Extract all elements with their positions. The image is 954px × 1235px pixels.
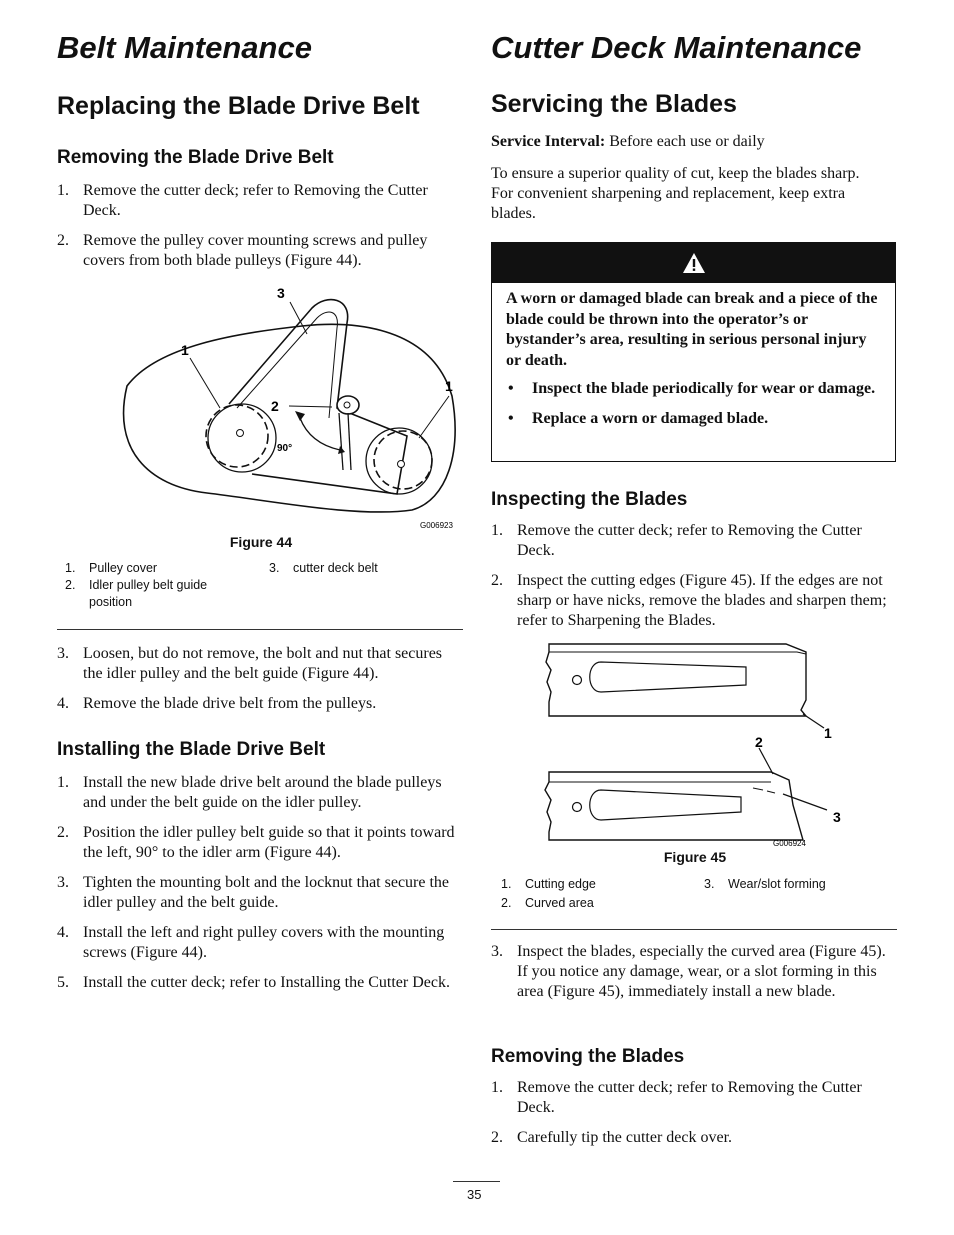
step-number: 2. xyxy=(491,572,503,589)
figure-45-legend xyxy=(501,876,897,916)
step-number: 4. xyxy=(57,924,69,941)
warning-box xyxy=(491,242,896,462)
step-text: Inspect the cutting edges (Figure 45). If the edges are not sharp or have nicks, remove the blades and sharpen them; refer to Sharpening the Blades. xyxy=(517,572,887,629)
figure-44-divider xyxy=(57,629,463,630)
list-item xyxy=(57,644,465,684)
step-number: 3. xyxy=(57,874,69,891)
list-item xyxy=(491,942,899,1002)
callout-3: 3 xyxy=(833,809,841,825)
warning-content xyxy=(492,283,895,446)
figure-45-blade-diagram xyxy=(541,640,851,852)
removing-belt-steps-a xyxy=(57,181,465,281)
heading-removing-belt: Removing the Blade Drive Belt xyxy=(57,147,334,168)
list-item xyxy=(57,694,465,714)
list-item xyxy=(57,773,465,813)
step-number: 2. xyxy=(491,1129,503,1146)
service-interval-value: Before each use or daily xyxy=(609,133,765,150)
warning-triangle-icon xyxy=(682,252,706,274)
inspecting-steps-b xyxy=(491,942,899,1012)
intro-paragraph: To ensure a superior quality of cut, keep the blades sharp. For convenient sharpening and replacement, keep extra blades. xyxy=(491,165,860,222)
legend-item: 1. Pulley cover xyxy=(65,561,158,575)
figure-code: G006924 xyxy=(773,839,806,848)
step-text: Install the new blade drive belt around the blade pulleys and under the belt guide on the idler pulley. xyxy=(83,774,442,811)
idler-pulley xyxy=(337,396,359,414)
chapter-title-belt-maintenance: Belt Maintenance xyxy=(57,30,312,65)
left-pulley-cover xyxy=(208,404,276,472)
step-text: Inspect the blades, especially the curved area (Figure 45). If you notice any damage, wear, or a slot forming in this area (Figure 45), immediately install a new blade. xyxy=(517,943,886,1000)
service-interval xyxy=(491,132,897,152)
section-title-servicing-blades: Servicing the Blades xyxy=(491,90,737,118)
callout-1-right-leader xyxy=(419,396,449,438)
figure-44-belt-diagram xyxy=(107,278,467,536)
step-text: Tighten the mounting bolt and the locknut that secure the idler pulley and the belt guide. xyxy=(83,874,450,911)
step-number: 3. xyxy=(491,943,503,960)
callout-3-leader xyxy=(290,302,307,334)
callout-2: 2 xyxy=(755,734,763,750)
callout-2: 2 xyxy=(271,398,279,414)
callout-1-right: 1 xyxy=(445,378,453,394)
callout-1-leader xyxy=(803,714,824,728)
installing-belt-steps xyxy=(57,773,465,1003)
deck-outline xyxy=(124,324,456,512)
list-item: • Replace a worn or damaged blade. xyxy=(508,409,769,427)
warning-text: A worn or damaged blade can break and a piece of the blade could be thrown into the operator’s or bystander’s area, resulting in serious personal injury or death. xyxy=(506,290,878,369)
heading-removing-blades: Removing the Blades xyxy=(491,1046,685,1067)
step-text: Remove the pulley cover mounting screws and pulley covers from both blade pulleys (Figure 44). xyxy=(83,232,428,269)
removing-belt-steps-b xyxy=(57,644,465,724)
page-number-rule xyxy=(453,1181,500,1182)
list-item xyxy=(491,1128,897,1148)
callout-1: 1 xyxy=(824,725,832,741)
list-item xyxy=(57,873,465,913)
page-number: 35 xyxy=(467,1187,482,1202)
angle-label: 90° xyxy=(277,443,293,454)
step-number: 1. xyxy=(57,774,69,791)
heading-inspecting-blades: Inspecting the Blades xyxy=(491,489,688,510)
step-number: 2. xyxy=(57,232,69,249)
top-blade xyxy=(546,644,806,716)
step-text: Remove the cutter deck; refer to Removing the Cutter Deck. xyxy=(517,1079,862,1116)
callout-2-leader xyxy=(759,748,773,774)
figure-44-caption: Figure 44 xyxy=(229,534,293,550)
figure-code: G006923 xyxy=(420,521,453,530)
step-number: 5. xyxy=(57,974,69,991)
step-text: Loosen, but do not remove, the bolt and nut that secures the idler pulley and the belt guide (Figure 44). xyxy=(83,645,443,682)
step-number: 1. xyxy=(491,1079,503,1096)
legend-item: 2. Idler pulley belt guide position xyxy=(65,578,208,609)
step-text: Carefully tip the cutter deck over. xyxy=(517,1129,733,1146)
legend-item: 3. cutter deck belt xyxy=(269,561,378,575)
callout-1-left-leader xyxy=(190,358,220,408)
list-item xyxy=(57,973,465,993)
warning-bullets xyxy=(506,379,883,429)
service-interval-label: Service Interval: xyxy=(491,133,606,150)
warning-header-bar xyxy=(492,243,895,283)
step-number: 2. xyxy=(57,824,69,841)
step-text: Install the left and right pulley covers with the mounting screws (Figure 44). xyxy=(83,924,445,961)
list-item xyxy=(491,521,897,561)
list-item xyxy=(57,181,465,221)
step-text: Install the cutter deck; refer to Installing the Cutter Deck. xyxy=(83,974,450,991)
list-item xyxy=(57,823,465,863)
removing-blades-steps xyxy=(491,1078,897,1158)
step-text: Remove the blade drive belt from the pulleys. xyxy=(83,695,377,712)
section-title-replacing-belt: Replacing the Blade Drive Belt xyxy=(57,92,420,120)
step-number: 3. xyxy=(57,645,69,662)
step-number: 4. xyxy=(57,695,69,712)
belt-path xyxy=(229,300,407,494)
list-item xyxy=(57,923,465,963)
left-pulley xyxy=(206,405,268,467)
figure-45-caption: Figure 45 xyxy=(663,849,727,865)
step-text: Remove the cutter deck; refer to Removing the Cutter Deck. xyxy=(517,522,862,559)
list-item: • Inspect the blade periodically for wear or damage. xyxy=(508,380,876,397)
list-item xyxy=(491,571,897,631)
figure-44-legend xyxy=(65,560,465,612)
callout-1-left: 1 xyxy=(181,342,189,358)
step-text: Position the idler pulley belt guide so that it points toward the left, 90° to the idler arm (Figure 44). xyxy=(83,824,455,861)
inspecting-steps-a xyxy=(491,521,897,641)
legend-item: 1. Cutting edge xyxy=(501,877,596,891)
figure-45-divider xyxy=(491,929,897,930)
list-item xyxy=(491,1078,897,1118)
legend-item: 2. Curved area xyxy=(501,896,594,910)
chapter-title-cutter-deck: Cutter Deck Maintenance xyxy=(491,30,862,65)
step-number: 1. xyxy=(57,182,69,199)
legend-item: 3. Wear/slot forming xyxy=(704,877,826,891)
callout-3: 3 xyxy=(277,285,285,301)
step-number: 1. xyxy=(491,522,503,539)
list-item xyxy=(57,231,465,271)
angle-arc xyxy=(300,418,340,450)
idler-arm xyxy=(339,413,343,470)
step-text: Remove the cutter deck; refer to Removing the Cutter Deck. xyxy=(83,182,428,219)
heading-installing-belt: Installing the Blade Drive Belt xyxy=(57,739,326,760)
callout-3-leader xyxy=(783,794,827,810)
